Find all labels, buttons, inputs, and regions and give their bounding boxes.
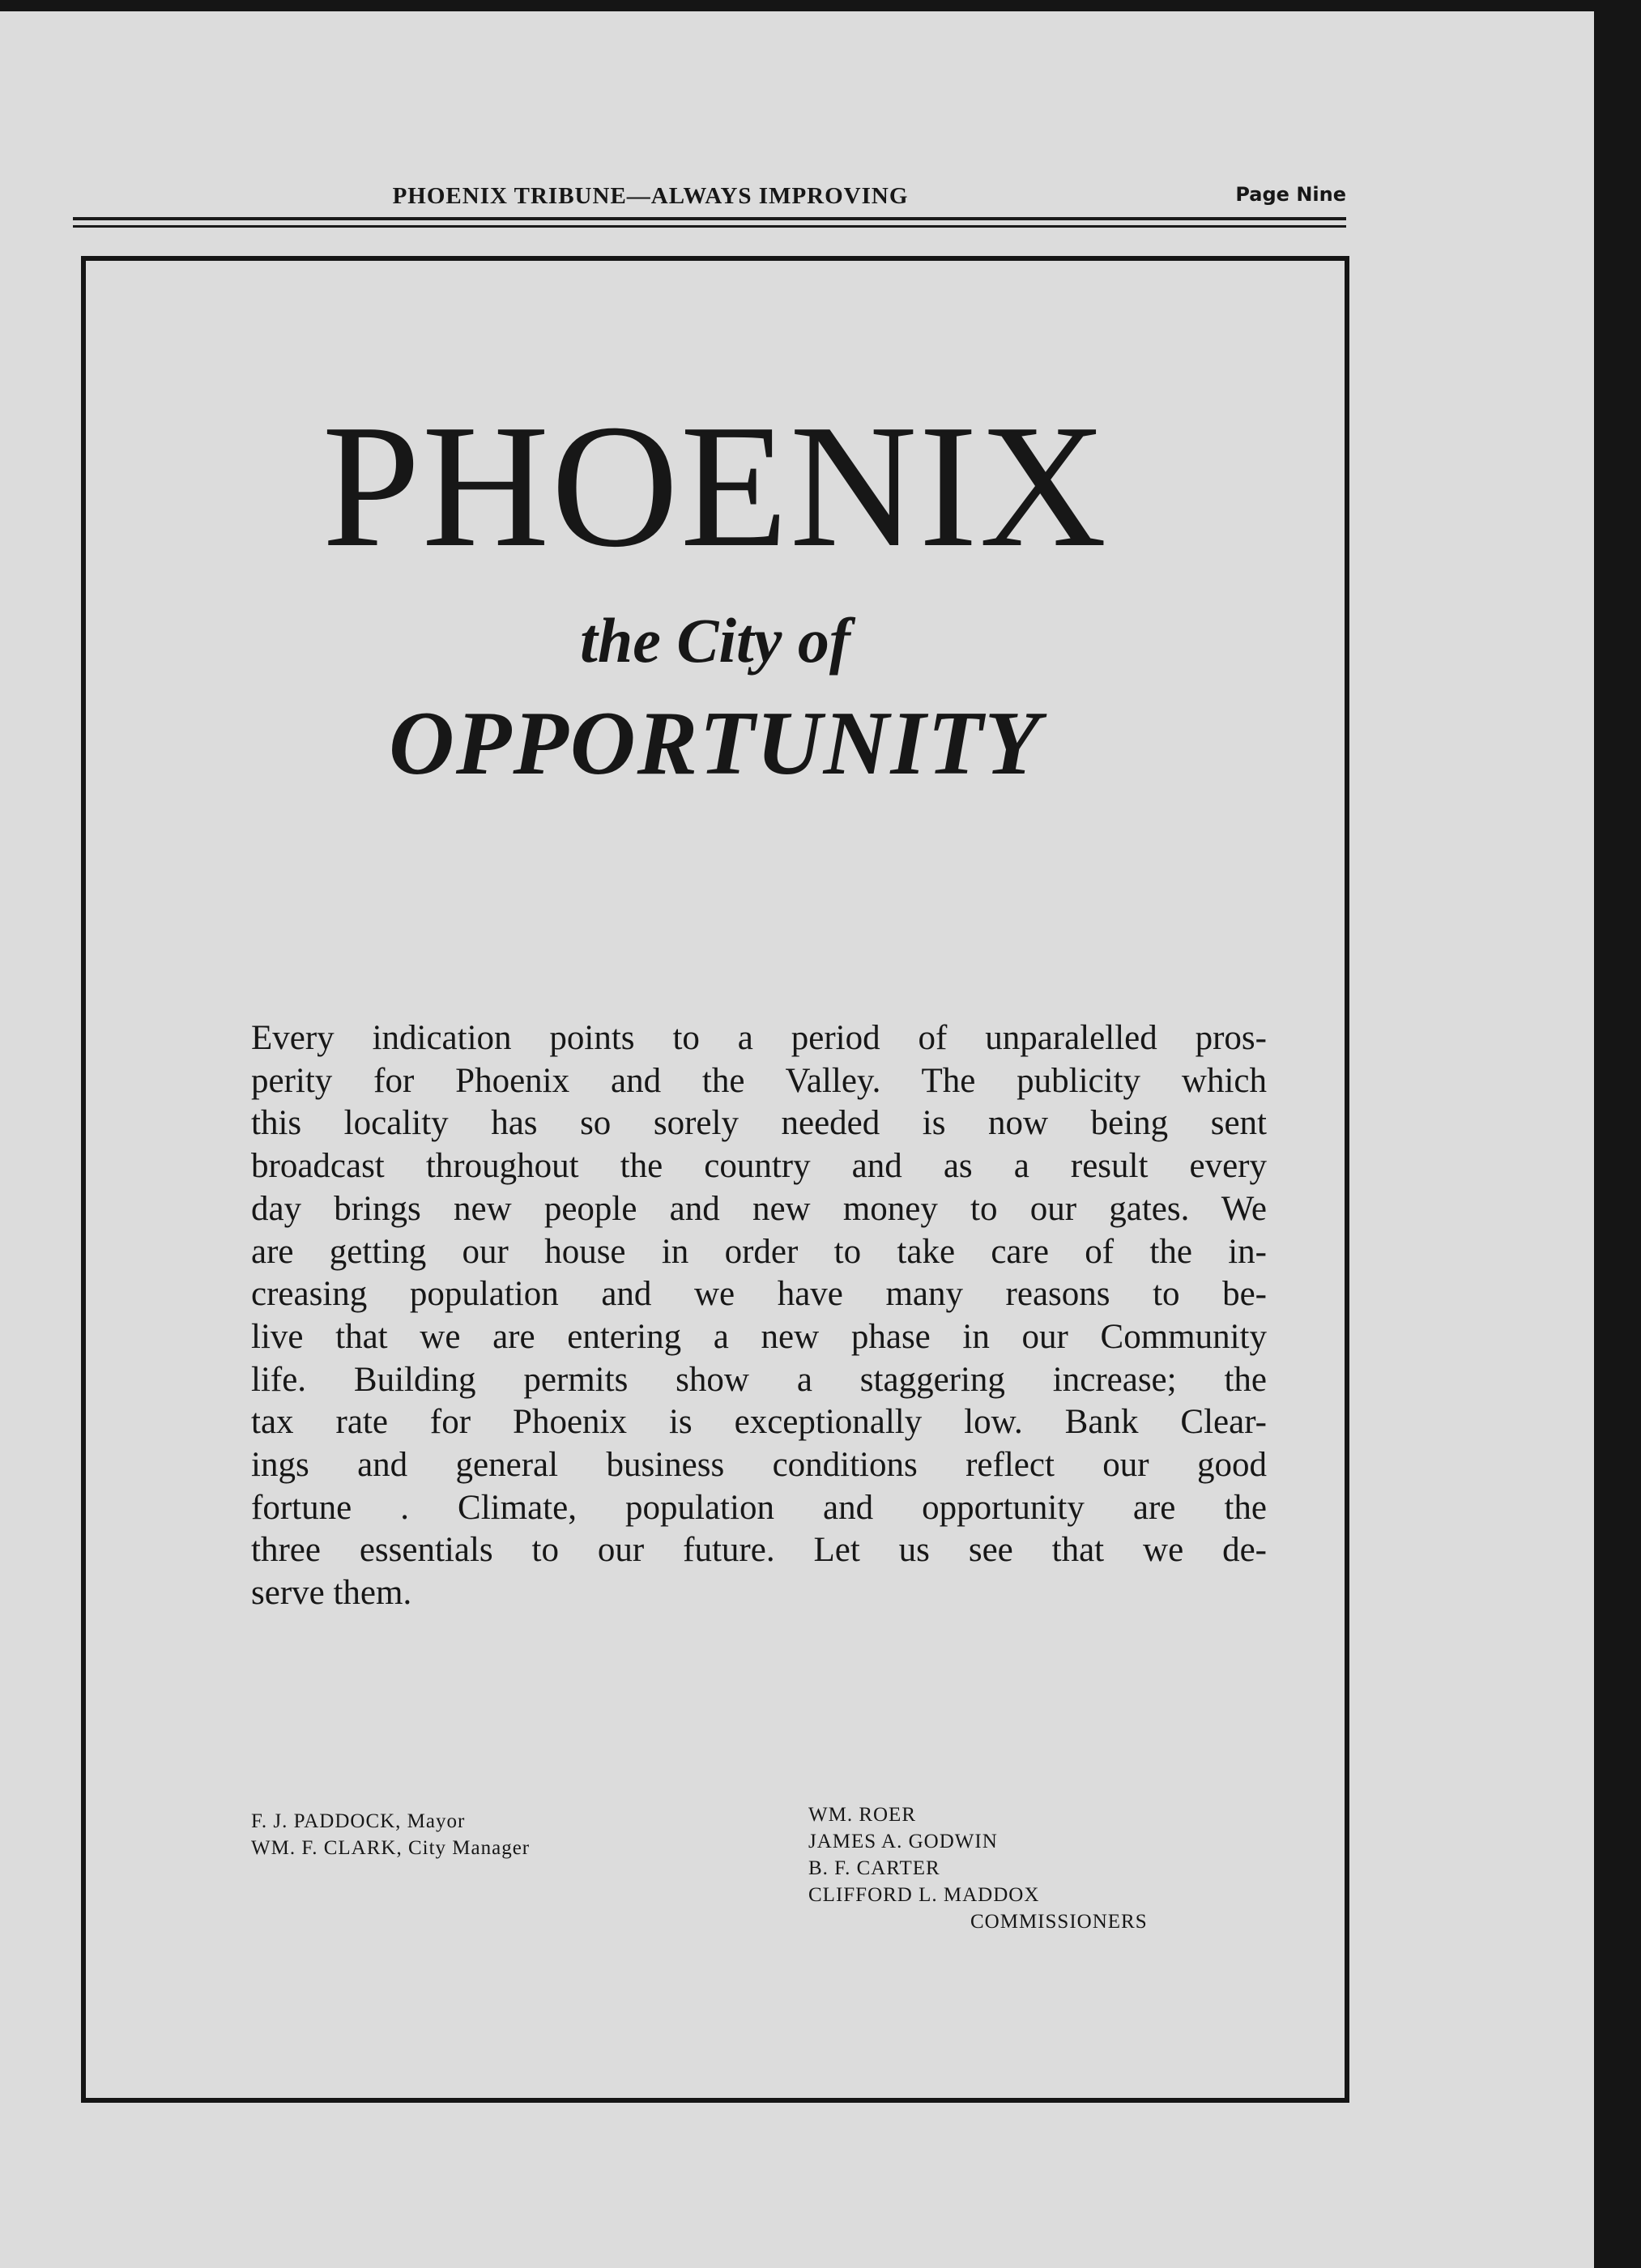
body-line: fortune . Climate, population and opportunity are the [251,1488,1267,1527]
body-line: broadcast throughout the country and as a result every [251,1147,1267,1186]
body-line: serve them. [251,1574,412,1613]
body-line: this locality has so sorely needed is now being sent [251,1104,1267,1143]
header-rule-bottom [73,225,1346,228]
commissioner-name: WM. ROER [808,1804,916,1826]
newspaper-page [0,11,1594,2268]
body-line: live that we are entering a new phase in our Community [251,1317,1267,1356]
body-line: creasing population and we have many reasons to be- [251,1275,1267,1314]
header-rule-top [73,217,1346,220]
page-header [73,183,1346,215]
city-officials [251,1808,530,1861]
body-line: perity for Phoenix and the Valley. The publicity which [251,1061,1267,1100]
commissioner-name: CLIFFORD L. MADDOX [808,1884,1040,1906]
commissioner-name: B. F. CARTER [808,1857,940,1879]
body-line: life. Building permits show a staggering increase; the [251,1360,1267,1399]
body-line: Every indication points to a period of unparalelled pros- [251,1019,1267,1057]
body-paragraph [251,1017,1267,1615]
page-number: Page Nine [1235,183,1346,206]
running-head: PHOENIX TRIBUNE—ALWAYS IMPROVING [392,183,909,209]
commissioner-name: JAMES A. GODWIN [808,1831,998,1852]
body-line: tax rate for Phoenix is exceptionally low. Bank Clear- [251,1403,1267,1442]
subheadline-city-of: the City of [580,605,850,676]
official-mayor: F. J. PADDOCK, Mayor [251,1810,466,1832]
body-line: are getting our house in order to take care of the in- [251,1232,1267,1271]
commissioners-list [808,1801,1148,1935]
official-city-manager: WM. F. CLARK, City Manager [251,1837,531,1859]
body-line: ings and general business conditions reflect our good [251,1446,1267,1485]
subheadline-opportunity: OPPORTUNITY [389,693,1042,794]
body-line: three essentials to our future. Let us see that we de- [251,1531,1267,1570]
advertisement-frame [81,256,1349,2103]
headline: PHOENIX [322,389,1109,584]
body-line: day brings new people and new money to our gates. We [251,1189,1267,1228]
commissioners-title: COMMISSIONERS [970,1911,1148,1933]
